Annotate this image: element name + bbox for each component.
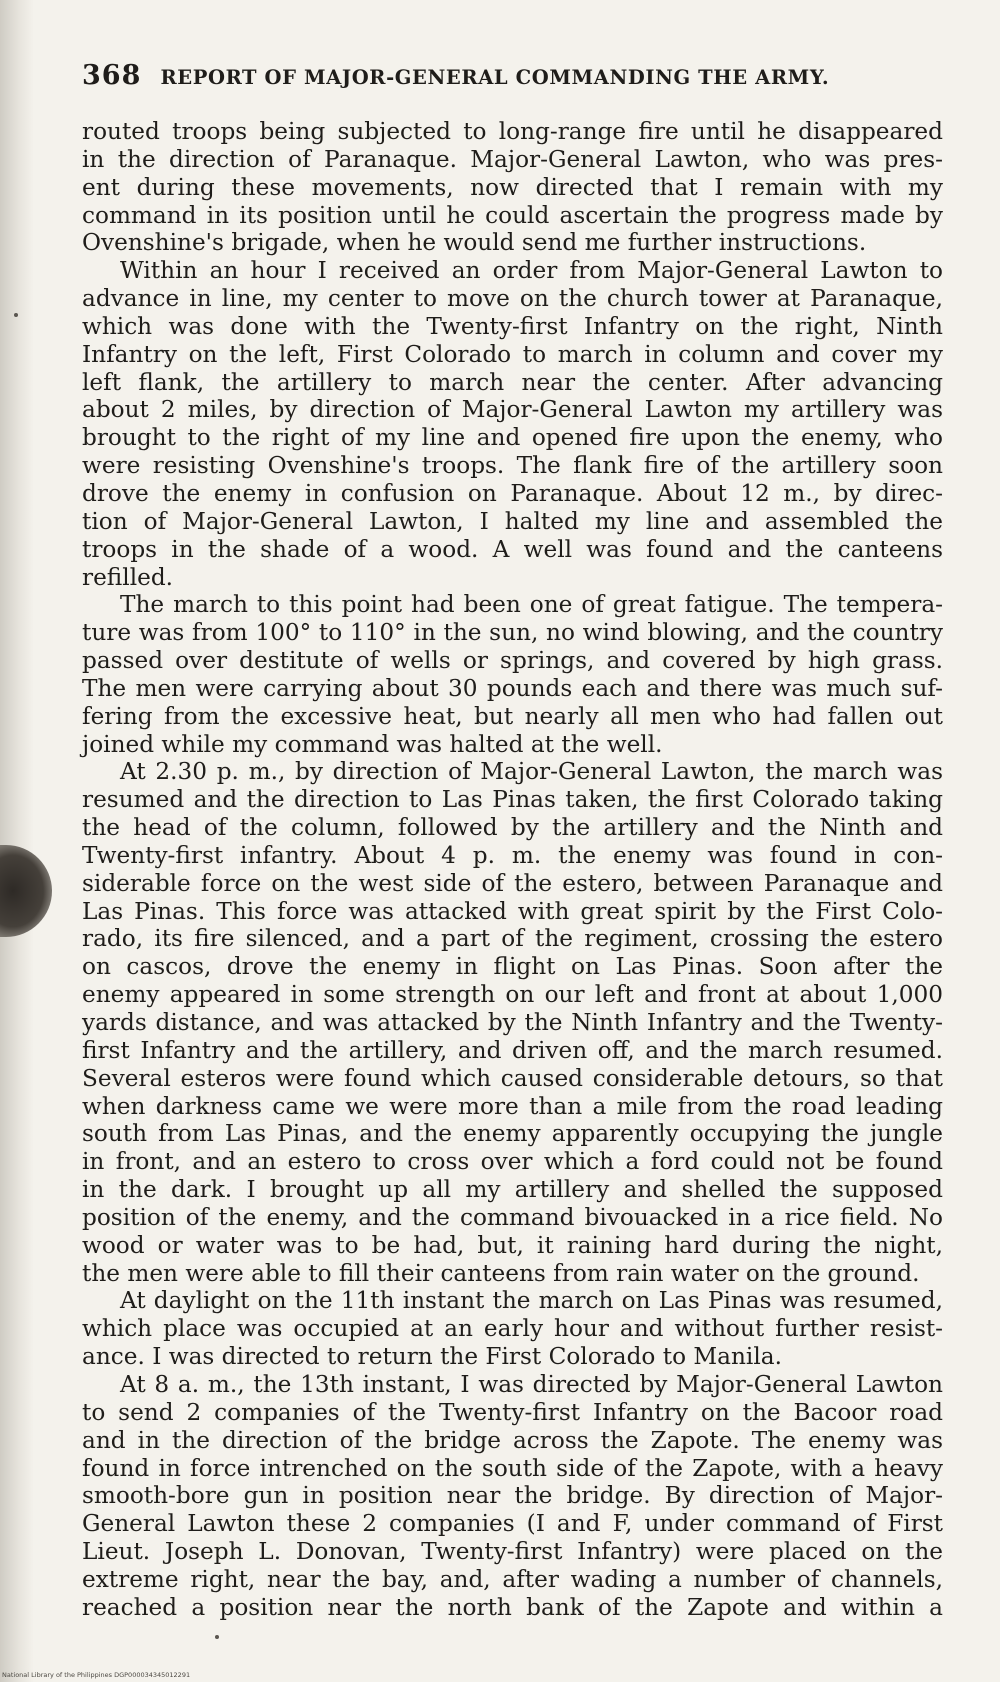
text-line: At 8 a. m., the 13th instant, I was directed by Major-General Lawton [120, 1370, 943, 1398]
text-line: left flank, the artillery to march near the center. After advancing [82, 368, 943, 396]
text-line: Lieut. Joseph L. Donovan, Twenty-first Infantry) were placed on the [82, 1538, 943, 1566]
text-line: At daylight on the 11th instant the march on Las Pinas was resumed, [120, 1287, 943, 1315]
running-header [82, 60, 902, 102]
text-line: The march to this point had been one of great fatigue. The tempera- [120, 591, 943, 619]
text-line: found in force intrenched on the south side of the Zapote, with a heavy [82, 1454, 943, 1482]
text-line: were resisting Ovenshine's troops. The flank fire of the artillery soon [82, 452, 943, 480]
text-line: resumed and the direction to Las Pinas taken, the first Colorado taking [82, 786, 943, 814]
text-line: Infantry on the left, First Colorado to march in column and cover my [82, 340, 943, 368]
text-line: extreme right, near the bay, and, after wading a number of channels, [82, 1565, 943, 1593]
text-line: first Infantry and the artillery, and driven off, and the march resumed. [82, 1036, 943, 1064]
text-line: siderable force on the west side of the estero, between Paranaque and [82, 869, 943, 897]
text-line: reached a position near the north bank of the Zapote and within a [82, 1593, 943, 1621]
text-line: drove the enemy in confusion on Paranaque. About 12 m., by direc- [82, 479, 943, 507]
text-line: which was done with the Twenty-first Infantry on the right, Ninth [82, 312, 943, 340]
body-text [82, 118, 943, 1622]
text-line: ance. I was directed to return the First Colorado to Manila. [82, 1343, 782, 1371]
scan-speck [215, 1635, 219, 1639]
text-line: yards distance, and was attacked by the Ninth Infantry and the Twenty- [82, 1009, 943, 1036]
text-line: brought to the right of my line and opened fire upon the enemy, who [82, 424, 943, 452]
text-line: ent during these movements, now directed that I remain with my [82, 173, 943, 201]
text-line: tion of Major-General Lawton, I halted my line and assembled the [82, 507, 943, 535]
text-line: advance in line, my center to move on the church tower at Paranaque, [82, 285, 943, 313]
text-line: Twenty-first infantry. About 4 p. m. the enemy was found in con- [82, 841, 943, 869]
text-line: routed troops being subjected to long-range fire until he disappeared [82, 118, 943, 145]
text-line: in the direction of Paranaque. Major-General Lawton, who was pres- [82, 145, 943, 173]
text-line: refilled. [82, 563, 174, 591]
scan-speck [14, 313, 18, 317]
text-line: and in the direction of the bridge across the Zapote. The enemy was [82, 1426, 943, 1454]
text-line: in front, and an estero to cross over which a ford could not be found [82, 1148, 943, 1176]
text-line: the men were able to fill their canteens from rain water on the ground. [82, 1259, 920, 1287]
running-title: REPORT OF MAJOR-GENERAL COMMANDING THE ARMY. [160, 66, 830, 89]
page-number: 368 [82, 60, 142, 91]
page-gutter-shadow [0, 0, 34, 1682]
text-line: enemy appeared in some strength on our left and front at about 1,000 [82, 981, 943, 1009]
text-line: in the dark. I brought up all my artillery and shelled the supposed [82, 1176, 943, 1204]
text-line: Within an hour I received an order from Major-General Lawton to [120, 257, 943, 285]
text-line: on cascos, drove the enemy in flight on Las Pinas. Soon after the [82, 953, 943, 981]
text-line: which place was occupied at an early hour and without further resist- [82, 1315, 943, 1343]
text-line: ture was from 100° to 110° in the sun, no wind blowing, and the country [82, 619, 943, 647]
thumb-shadow [0, 845, 52, 937]
text-line: troops in the shade of a wood. A well was found and the canteens [82, 535, 943, 563]
text-line: about 2 miles, by direction of Major-General Lawton my artillery was [82, 396, 943, 424]
text-line: position of the enemy, and the command bivouacked in a rice field. No [82, 1203, 943, 1231]
text-line: passed over destitute of wells or springs, and covered by high grass. [82, 647, 943, 675]
text-line: wood or water was to be had, but, it raining hard during the night, [82, 1231, 943, 1259]
text-line: Las Pinas. This force was attacked with great spirit by the First Colo- [82, 897, 943, 925]
text-line: to send 2 companies of the Twenty-first Infantry on the Bacoor road [82, 1398, 943, 1426]
text-line: smooth-bore gun in position near the bridge. By direction of Major- [82, 1482, 943, 1510]
text-line: At 2.30 p. m., by direction of Major-General Lawton, the march was [120, 758, 943, 786]
text-line: south from Las Pinas, and the enemy apparently occupying the jungle [82, 1120, 943, 1148]
text-line: rado, its fire silenced, and a part of the regiment, crossing the estero [82, 925, 943, 953]
text-line: the head of the column, followed by the artillery and the Ninth and [82, 814, 943, 842]
text-line: Ovenshine's brigade, when he would send me further instructions. [82, 229, 867, 257]
text-line: Several esteros were found which caused considerable detours, so that [82, 1064, 943, 1092]
text-line: command in its position until he could ascertain the progress made by [82, 201, 943, 229]
text-line: General Lawton these 2 companies (I and F, under command of First [82, 1510, 943, 1538]
text-line: joined while my command was halted at the well. [82, 730, 663, 758]
scan-footer-stamp: National Library of the Philippines DGP000034345012291 [2, 1671, 191, 1679]
text-line: when darkness came we were more than a mile from the road leading [82, 1092, 943, 1120]
text-line: fering from the excessive heat, but nearly all men who had fallen out [82, 702, 943, 730]
text-line: The men were carrying about 30 pounds each and there was much suf- [82, 674, 943, 702]
